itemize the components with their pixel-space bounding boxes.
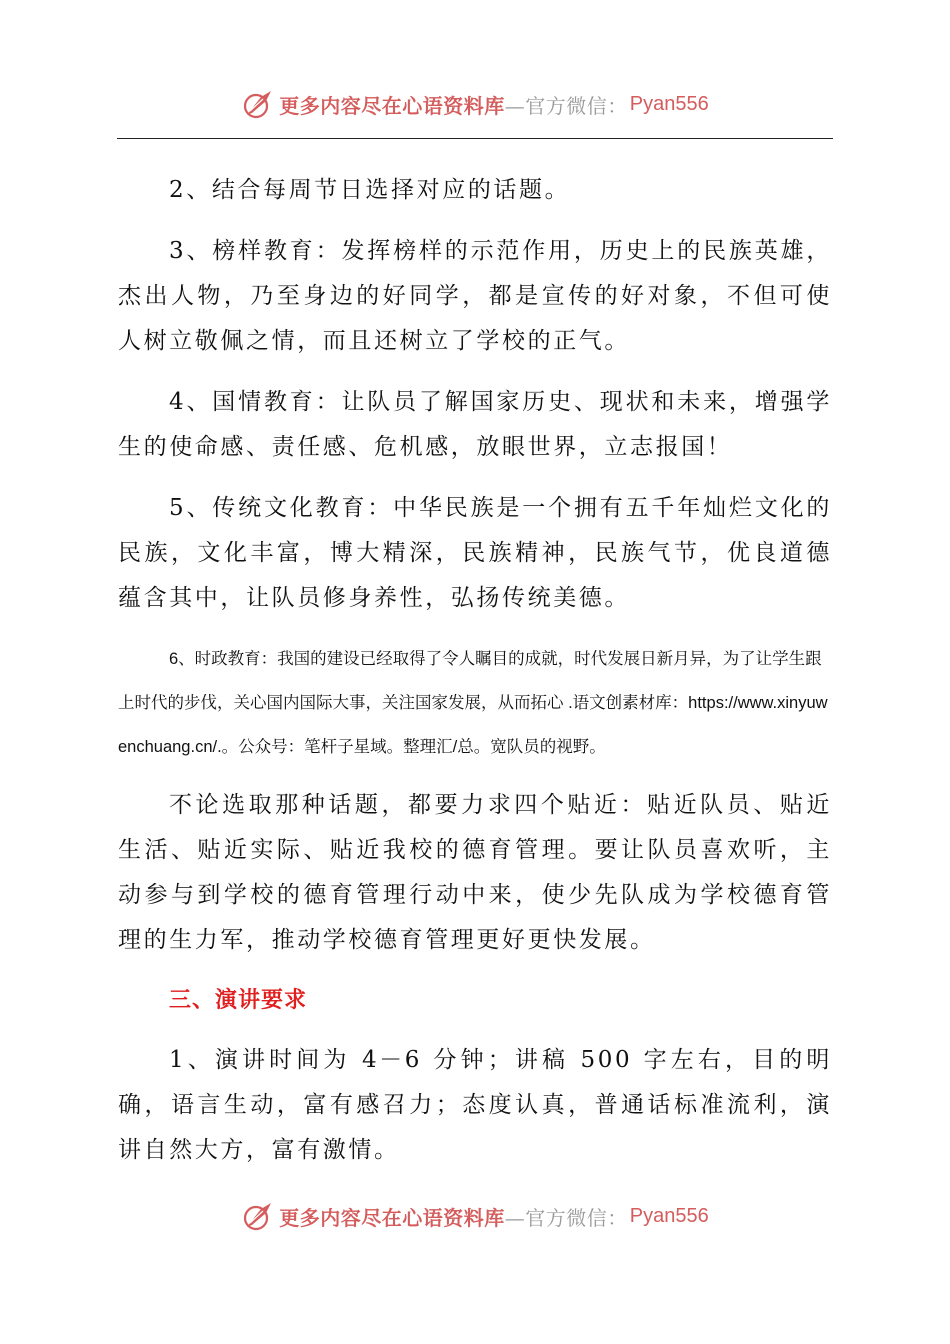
- banner-wechat-label: —官方微信：: [504, 1205, 628, 1230]
- quill-pen-logo-icon: [241, 87, 275, 121]
- paragraph-4: 4、国情教育：让队员了解国家历史、现状和未来，增强学生的使命感、责任感、危机感，放眼世界，立志报国！: [118, 389, 832, 460]
- paragraph-requirement-1: 1、演讲时间为 4－6 分钟；讲稿 500 字左右，目的明确，语言生动，富有感召力；态度认真，普通话标准流利，演讲自然大方，富有激情。: [118, 1047, 832, 1163]
- header-divider: [117, 138, 833, 139]
- header-banner: [0, 84, 950, 124]
- banner-site-name: 更多内容尽在心语资料库: [279, 93, 505, 118]
- quill-pen-logo-icon: [241, 1199, 275, 1233]
- section-heading-speech-requirements: 三、演讲要求: [169, 988, 308, 1013]
- banner-wechat-id: Pyan556: [629, 92, 709, 115]
- paragraph-summary: 不论选取那种话题，都要力求四个贴近：贴近队员、贴近生活、贴近实际、贴近我校的德育管理。要让队员喜欢听，主动参与到学校的德育管理行动中来，使少先队成为学校德育管理的生力军，推动学校德育管理更好更快发展。: [118, 792, 832, 953]
- document-body: [118, 168, 832, 1189]
- paragraph-3: 3、榜样教育：发挥榜样的示范作用，历史上的民族英雄，杰出人物，乃至身边的好同学，都是宣传的好对象，不但可使人树立敬佩之情，而且还树立了学校的正气。: [118, 238, 832, 354]
- paragraph-5: 5、传统文化教育：中华民族是一个拥有五千年灿烂文化的民族，文化丰富，博大精深，民族精神，民族气节，优良道德蕴含其中，让队员修身养性，弘扬传统美德。: [118, 495, 832, 611]
- banner-wechat-id: Pyan556: [629, 1204, 709, 1227]
- footer-banner: [0, 1196, 950, 1236]
- paragraph-6: 6、时政教育：我国的建设已经取得了令人瞩目的成就，时代发展日新月异，为了让学生跟上时代的步伐，关心国内国际大事，关注国家发展，从而拓心 .语文创素材库：https://www.xinyuwenchuang.cn/.。公众号：笔杆子星域。整理汇/总。宽队员的视野。: [118, 650, 828, 756]
- banner-site-name: 更多内容尽在心语资料库: [279, 1205, 505, 1230]
- banner-wechat-label: —官方微信：: [504, 93, 628, 118]
- paragraph-2: 2、结合每周节日选择对应的话题。: [169, 177, 571, 203]
